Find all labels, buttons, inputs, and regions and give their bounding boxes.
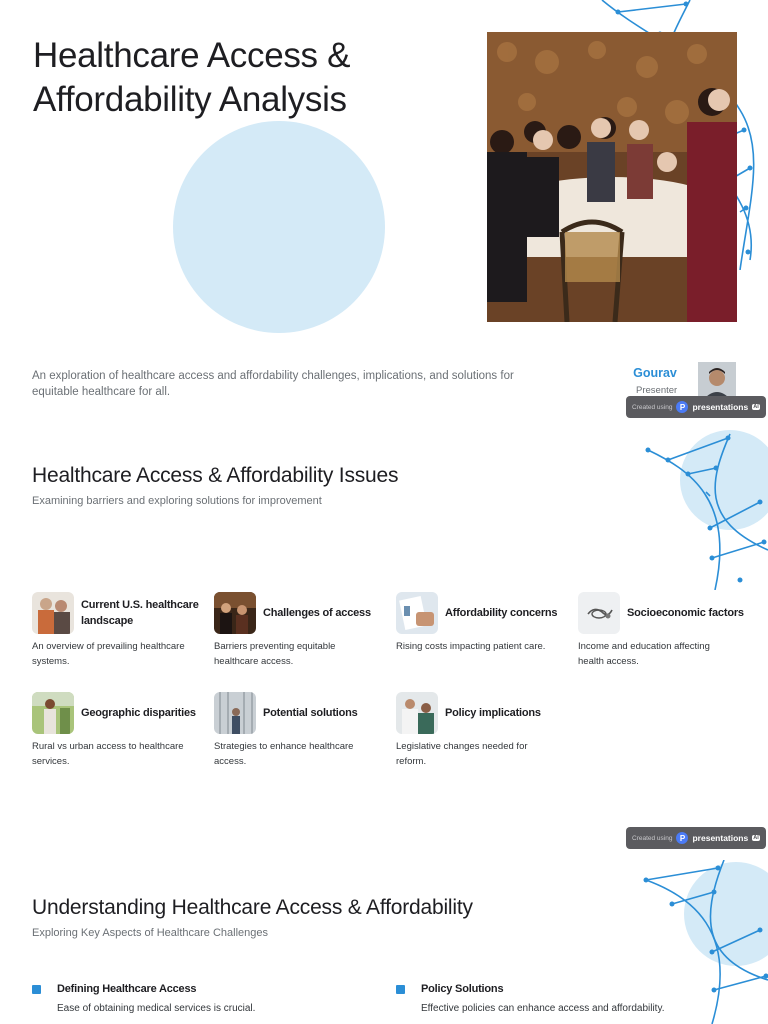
presentations-logo-icon: P [676, 832, 688, 844]
title-line-1: Healthcare Access & [33, 36, 351, 75]
hospital-hall-photo [214, 692, 256, 734]
created-using-badge[interactable] [626, 396, 766, 418]
card-description: Rural vs urban access to healthcare services. [32, 741, 184, 767]
stethoscope-photo [578, 592, 620, 634]
understanding-heading: Understanding Healthcare Access & Affordability [32, 896, 473, 919]
card-title: Affordability concerns [445, 607, 558, 619]
understanding-slide [0, 860, 768, 1024]
issues-subheading: Examining barriers and exploring solutions for improvement [32, 495, 322, 507]
card-title: Policy implications [445, 707, 541, 719]
presenter-name: Gourav [633, 366, 677, 380]
card-description: Income and education affecting health access. [578, 641, 710, 667]
decorative-circle [173, 121, 385, 333]
card-title: Current U.S. healthcare landscape [81, 599, 199, 627]
doctor-patient-photo [32, 592, 74, 634]
card-title: Potential solutions [263, 707, 358, 719]
card-description: Legislative changes needed for reform. [396, 741, 528, 767]
dna-helix-decoration [640, 430, 768, 590]
card-title: Challenges of access [263, 607, 371, 619]
card-title: Geographic disparities [81, 707, 196, 719]
medical-bill-photo [396, 592, 438, 634]
presenter-avatar [698, 362, 736, 400]
card-description: Strategies to enhance healthcare access. [214, 741, 354, 767]
presentations-logo-icon: P [676, 401, 688, 413]
title-line-2: Affordability Analysis [33, 80, 347, 119]
card-title: Socioeconomic factors [627, 607, 744, 619]
item-title: Policy Solutions [421, 983, 504, 995]
title-slide [0, 0, 768, 425]
issues-slide [0, 430, 768, 855]
item-title: Defining Healthcare Access [57, 983, 197, 995]
badge-ai-text: AI [753, 404, 759, 410]
presenter-role: Presenter [636, 385, 678, 396]
rural-person-photo [32, 692, 74, 734]
presentation-title [33, 34, 473, 122]
badge-brand-text: presentations [692, 833, 749, 843]
understanding-subheading: Exploring Key Aspects of Healthcare Challenges [32, 927, 269, 939]
badge-brand-text: presentations [692, 402, 749, 412]
created-using-badge[interactable] [626, 827, 766, 849]
dna-helix-decoration [640, 860, 768, 1024]
waiting-room-photo [214, 592, 256, 634]
issues-heading: Healthcare Access & Affordability Issues [32, 464, 399, 487]
card-description: Rising costs impacting patient care. [396, 641, 546, 652]
badge-created-using-text: Created using [632, 834, 673, 842]
presentation-subtitle: An exploration of healthcare access and affordability challenges, implications, and solutions for equitable healthcare for all. [32, 370, 514, 398]
badge-created-using-text: Created using [632, 403, 673, 411]
card-description: Barriers preventing equitable healthcare access. [214, 641, 336, 667]
conference-room-photo [487, 32, 737, 322]
item-description: Ease of obtaining medical services is crucial. [57, 1003, 256, 1014]
item-description: Effective policies can enhance access and affordability. [421, 1003, 665, 1014]
bullet-marker [32, 985, 41, 994]
bullet-marker [396, 985, 405, 994]
badge-ai-text: AI [753, 835, 759, 841]
doctor-consult-photo [396, 692, 438, 734]
card-description: An overview of prevailing healthcare systems. [32, 641, 185, 667]
